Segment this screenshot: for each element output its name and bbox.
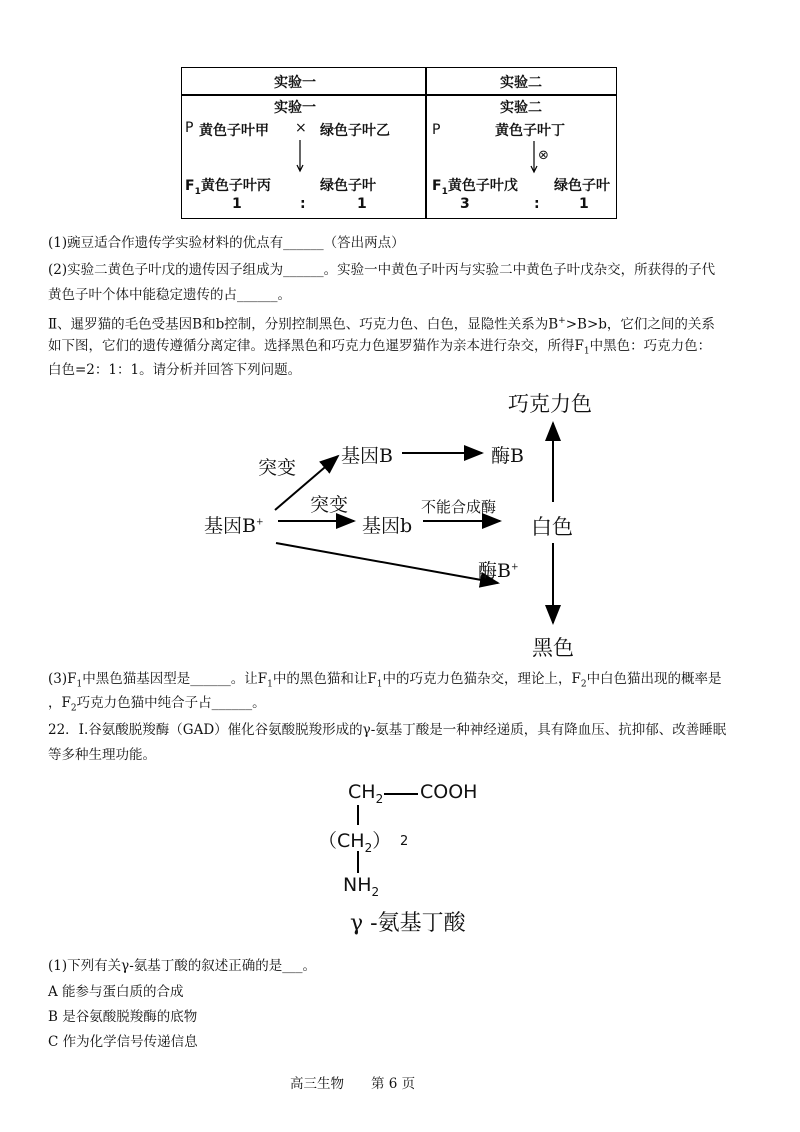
no-enzyme-label: 不能合成酶 (421, 498, 497, 516)
formula-repeat-count: 2 (400, 834, 409, 849)
enzyme-Bplus-label: 酶B+ (478, 560, 519, 582)
part2-line3: 白色=2：1：1。请分析并回答下列问题。 (48, 362, 302, 378)
formula-nh2: $NH_2$ (343, 874, 380, 899)
question-22-line1: 22．I.谷氨酸脱羧酶（GAD）催化谷氨酸脱羧形成的γ-氨基丁酸是一种神经递质，具有降血压、抗抑郁、改善睡眠 (48, 722, 727, 738)
gene-B-label: 基因B (341, 445, 393, 467)
option-a: A 能参与蛋白质的合成 (48, 984, 184, 1000)
gene-b-label: 基因b (362, 515, 413, 537)
exp1-title: 实验一 (274, 100, 316, 116)
chocolate-color-label: 巧克力色 (508, 392, 592, 416)
option-c: C 作为化学信号传递信息 (48, 1034, 198, 1050)
part2-line2: 如下图，它们的遗传遵循分离定律。选择黑色和巧克力色暹罗猫作为亲本进行杂交，所得$F_1$中黑色：巧克力色： (48, 338, 712, 357)
exp1-parent2: 绿色子叶乙 (320, 123, 390, 139)
question-22-line2: 等多种生理功能。 (48, 747, 156, 763)
formula-ch2-chain: $(CH_2)$ (318, 830, 392, 855)
exp1-f1-row: $F_1$黄色子叶丙 (185, 178, 271, 197)
experiment-table (181, 67, 617, 219)
self-cross-icon: ⊗ (538, 148, 549, 163)
exp1-ratio-left: 1 (232, 196, 242, 212)
exp2-parent: 黄色子叶丁 (495, 123, 565, 139)
white-color-label: 白色 (531, 515, 573, 539)
formula-bond-vertical-1 (356, 805, 360, 825)
exp1-parent1: 黄色子叶甲 (199, 123, 269, 139)
cross-symbol: × (295, 120, 307, 136)
formula-cooh: COOH (420, 781, 478, 803)
exp1-ratio-right: 1 (357, 196, 367, 212)
table-header-exp2: 实验二 (500, 75, 542, 91)
gene-Bplus-label: 基因B+ (204, 515, 264, 537)
table-header-exp1: 实验一 (274, 75, 316, 91)
question-3-line1: $(3)F_1$中黑色猫基因型是______。让$F_1$中的黑色猫和让$F_1$中的巧克力色猫杂交，理论上，$F_2$中白色猫出现的概率是 (48, 671, 722, 690)
enzyme-B-label: 酶B (491, 445, 524, 467)
question-1: (1)豌豆适合作遗传学实验材料的优点有______（答出两点） (48, 235, 405, 251)
exp2-p-label: P (432, 122, 441, 138)
exp2-f1-row: $F_1$黄色子叶戊 (432, 178, 518, 197)
option-b: B 是谷氨酸脱羧酶的底物 (48, 1009, 198, 1025)
exp1-f1-type2: 绿色子叶 (320, 178, 376, 194)
exp2-ratio-right: 1 (579, 196, 589, 212)
page-footer: 高三生物 第 6 页 (290, 1076, 416, 1092)
question-2-line2: 黄色子叶个体中能稳定遗传的占______。 (48, 287, 291, 303)
exp1-ratio-colon: : (300, 196, 306, 212)
exp1-p-label: P (185, 120, 194, 136)
formula-ch2-top: $CH_2$ (348, 781, 384, 806)
formula-name: γ -氨基丁酸 (350, 911, 466, 936)
question-2-line1: (2)实验二黄色子叶戊的遗传因子组成为______。实验一中黄色子叶丙与实验二中黄色子叶戊杂交，所获得的子代 (48, 262, 716, 278)
question-3-line2: ，$F_2$巧克力色猫中纯合子占______。 (48, 695, 266, 714)
table-header-divider (182, 94, 616, 96)
question-22-sub1: (1)下列有关γ-氨基丁酸的叙述正确的是___。 (48, 958, 317, 974)
black-color-label: 黑色 (532, 636, 574, 660)
mutation-label-2: 突变 (310, 494, 349, 516)
table-vertical-divider (425, 68, 427, 218)
formula-bond-horizontal (384, 792, 418, 796)
exp2-ratio-left: 3 (460, 196, 470, 212)
exp2-title: 实验二 (500, 100, 542, 116)
mutation-label-1: 突变 (258, 457, 297, 479)
formula-bond-vertical-2 (356, 851, 360, 873)
part2-line1: Ⅱ、暹罗猫的毛色受基因B和b控制，分别控制黑色、巧克力色、白色，显隐性关系为B+>B>b，它们之间的关系 (48, 316, 715, 333)
exp1-down-arrow-icon (295, 140, 305, 174)
exp2-ratio-colon: : (534, 196, 540, 212)
exp2-f1-type2: 绿色子叶 (554, 178, 610, 194)
